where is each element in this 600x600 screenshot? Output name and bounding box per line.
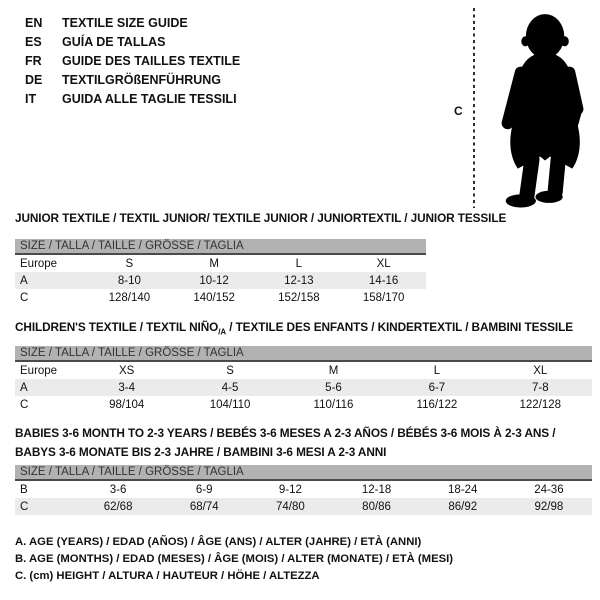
age-cell: 8-10: [117, 274, 141, 287]
age-cell: 3-6: [109, 483, 127, 496]
lang-row-de: [25, 70, 240, 89]
height-cell: 110/116: [313, 398, 354, 411]
language-title-list: [25, 13, 240, 108]
children-title-post: / TEXTILE DES ENFANTS / KINDERTEXTIL / BAMBINI TESSILE: [226, 320, 573, 334]
age-cell: 10-12: [199, 274, 229, 287]
junior-size-table: [15, 239, 426, 306]
size-cell: M: [328, 364, 339, 377]
age-cell: 7-8: [531, 381, 549, 394]
lang-title: GUIDE DES TAILLES TEXTILE: [62, 53, 241, 68]
table-row-height: [15, 396, 592, 413]
row-label: A: [20, 381, 28, 394]
lang-title: GUÍA DE TALLAS: [62, 34, 166, 49]
legend-footnotes: [15, 534, 453, 586]
row-label: C: [20, 291, 29, 304]
age-cell: 24-36: [534, 483, 564, 496]
lang-code: FR: [25, 53, 42, 68]
height-cell: 98/104: [109, 398, 145, 411]
toddler-silhouette-icon: [488, 6, 590, 210]
height-measure-label: C: [454, 104, 463, 118]
lang-title: TEXTILE SIZE GUIDE: [62, 15, 188, 30]
height-cell: 128/140: [108, 291, 151, 304]
age-cell: 12-13: [284, 274, 314, 287]
size-cell: XS: [119, 364, 135, 377]
age-cell: 6-7: [428, 381, 446, 394]
table-row-height: [15, 289, 426, 306]
age-cell: 14-16: [368, 274, 399, 287]
size-cell: S: [226, 364, 234, 377]
table-row-age: [15, 379, 592, 396]
table-row-height: [15, 498, 592, 515]
table-row-age-months: [15, 481, 592, 498]
babies-size-table: [15, 465, 592, 515]
lang-row-en: [25, 13, 240, 32]
height-cell: 140/152: [193, 291, 235, 304]
babies-title-line1: BABIES 3-6 MONTH TO 2-3 YEARS / BEBÉS 3-6 MESES A 2-3 AÑOS / BÉBÉS 3-6 MOIS À 2-3 ANS /: [15, 426, 556, 440]
children-title-pre: CHILDREN'S TEXTILE / TEXTIL NIÑO: [15, 320, 219, 334]
row-label: C: [20, 500, 29, 513]
table-row-europe: [15, 362, 592, 379]
row-label: C: [20, 398, 29, 411]
size-cell: XL: [376, 257, 391, 270]
age-cell: 6-9: [195, 483, 213, 496]
lang-row-es: [25, 32, 240, 51]
height-cell: 74/80: [276, 500, 305, 513]
lang-row-it: [25, 89, 240, 108]
children-table-title: [15, 320, 573, 336]
lang-title: TEXTILGRÖßENFÜHRUNG: [62, 72, 222, 87]
height-cell: 152/158: [278, 291, 320, 304]
age-cell: 12-18: [361, 483, 392, 496]
height-cell: 68/74: [189, 500, 219, 513]
lang-title: GUIDA ALLE TAGLIE TESSILI: [62, 91, 237, 106]
height-cell: 122/128: [519, 398, 562, 411]
lang-row-fr: [25, 51, 240, 70]
size-header-band: SIZE / TALLA / TAILLE / GRÖSSE / TAGLIA: [15, 465, 592, 481]
lang-code: ES: [25, 34, 42, 49]
children-title-subscript: /A: [218, 327, 227, 337]
table-row-age: [15, 272, 426, 289]
height-figure: [452, 4, 596, 214]
lang-code: EN: [25, 15, 43, 30]
size-header-band: SIZE / TALLA / TAILLE / GRÖSSE / TAGLIA: [15, 239, 426, 255]
children-size-table: [15, 346, 592, 413]
footnote-b: B. AGE (MONTHS) / EDAD (MESES) / ÂGE (MOIS) / ALTER (MONATE) / ETÀ (MESI): [15, 553, 454, 566]
row-label: B: [20, 483, 28, 496]
lang-code: DE: [25, 72, 43, 87]
height-cell: 92/98: [534, 500, 564, 513]
size-cell: S: [125, 257, 134, 270]
age-cell: 9-12: [278, 483, 302, 496]
height-cell: 80/86: [362, 500, 391, 513]
age-cell: 3-4: [118, 381, 135, 394]
row-label: Europe: [20, 364, 58, 377]
age-cell: 18-24: [448, 483, 478, 496]
age-cell: 5-6: [325, 381, 342, 394]
age-cell: 4-5: [221, 381, 239, 394]
height-cell: 116/122: [416, 398, 458, 411]
size-cell: L: [295, 257, 303, 270]
height-cell: 158/170: [362, 291, 405, 304]
row-label: Europe: [20, 257, 58, 270]
height-cell: 104/110: [209, 398, 251, 411]
height-cell: 62/68: [103, 500, 133, 513]
size-cell: M: [209, 257, 219, 270]
height-cell: 86/92: [448, 500, 478, 513]
junior-table-title: JUNIOR TEXTILE / TEXTIL JUNIOR/ TEXTILE JUNIOR / JUNIORTEXTIL / JUNIOR TESSILE: [15, 211, 507, 225]
babies-title-line2: BABYS 3-6 MONATE BIS 2-3 JAHRE / BAMBINI 3-6 MESI A 2-3 ANNI: [15, 444, 387, 459]
lang-code: IT: [25, 91, 37, 106]
size-header-band: SIZE / TALLA / TAILLE / GRÖSSE / TAGLIA: [15, 346, 592, 362]
table-row-europe: [15, 255, 426, 272]
height-measure-dashed-line: [473, 8, 475, 208]
size-cell: XL: [533, 364, 548, 377]
babies-table-title: [15, 424, 555, 461]
footnote-c: C. (cm) HEIGHT / ALTURA / HAUTEUR / HÖHE / ALTEZZA: [15, 570, 320, 583]
footnote-a: A. AGE (YEARS) / EDAD (AÑOS) / ÂGE (ANS) / ALTER (JAHRE) / ETÀ (ANNI): [15, 536, 422, 548]
row-label: A: [20, 274, 28, 287]
size-cell: L: [433, 364, 441, 377]
